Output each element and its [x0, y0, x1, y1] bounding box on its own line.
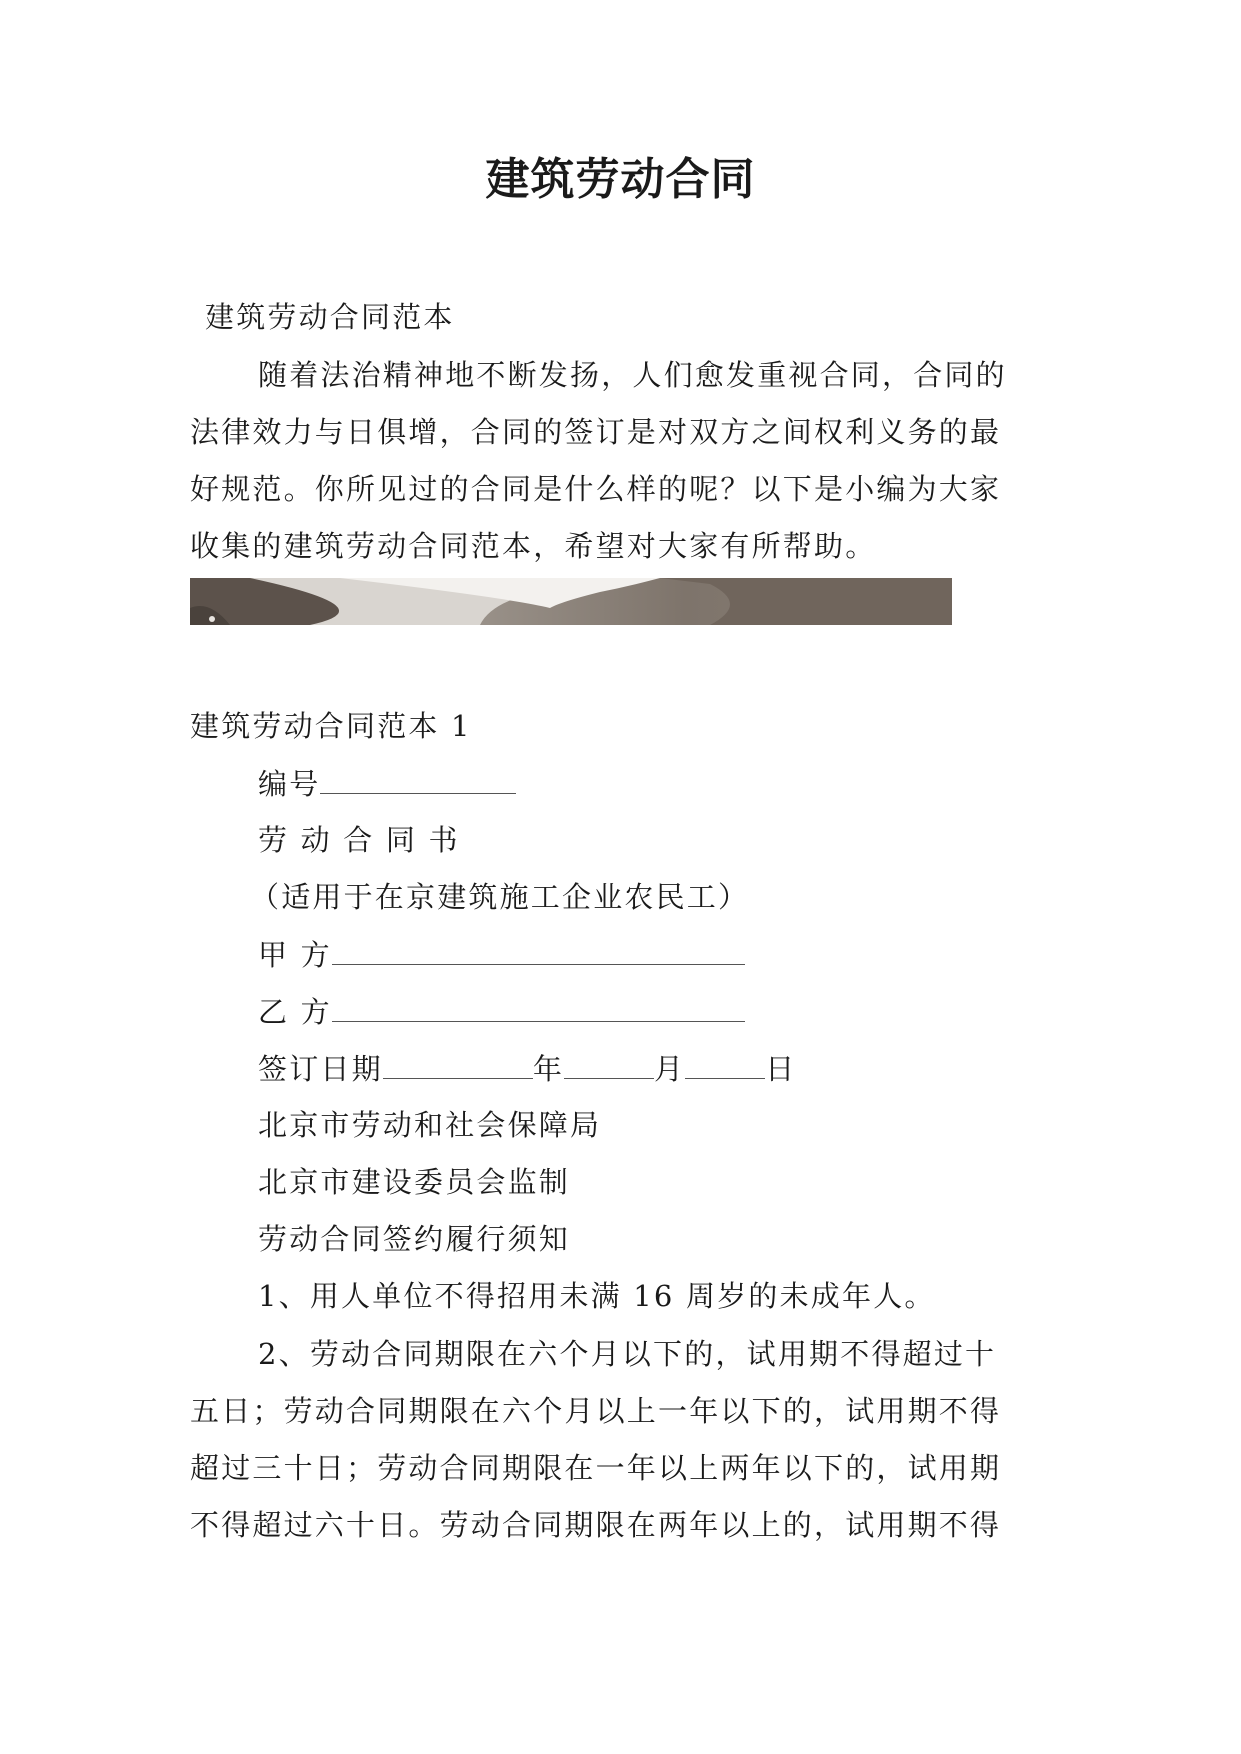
- sign-month-blank: [564, 1048, 654, 1079]
- sign-year-blank: [383, 1048, 533, 1079]
- party-a-blank: [332, 934, 745, 965]
- party-b-blank: [332, 991, 745, 1022]
- notice-title: 劳动合同签约履行须知: [258, 1222, 571, 1256]
- sign-day-label: 日: [765, 1052, 797, 1086]
- applicability-note: （适用于在京建筑施工企业农民工）: [250, 880, 750, 914]
- contract-number-blank: [320, 763, 516, 794]
- intro-line-3: 好规范。你所见过的合同是什么样的呢？以下是小编为大家: [190, 472, 1002, 506]
- sign-month-label: 月: [654, 1052, 686, 1086]
- intro-line-1: 随着法治精神地不断发扬，人们愈发重视合同，合同的: [258, 358, 1007, 392]
- contract-doc-title: 劳 动 合 同 书: [258, 823, 460, 857]
- sign-day-blank: [685, 1048, 765, 1079]
- contract-number-row: [258, 763, 516, 804]
- clause-2-line-4: 不得超过六十日。劳动合同期限在两年以上的，试用期不得: [190, 1508, 1002, 1542]
- sign-year-label: 年: [532, 1052, 565, 1086]
- intro-line-2: 法律效力与日俱增，合同的签订是对双方之间权利义务的最: [190, 415, 1002, 449]
- contract-photo-strip: [190, 578, 952, 625]
- clause-2-line-2: 五日；劳动合同期限在六个月以上一年以下的，试用期不得: [190, 1394, 1002, 1428]
- section-heading: 建筑劳动合同范本 1: [190, 709, 472, 743]
- party-a-row: [258, 934, 745, 975]
- party-b-row: [258, 991, 745, 1032]
- issuer-labor-bureau: 北京市劳动和社会保障局: [258, 1108, 602, 1142]
- clause-1: 1、用人单位不得招用未满 16 周岁的未成年人。: [258, 1279, 936, 1313]
- party-b-label: 乙 方: [258, 995, 332, 1029]
- intro-line-4: 收集的建筑劳动合同范本，希望对大家有所帮助。: [190, 529, 877, 563]
- clause-2-line-1: 2、劳动合同期限在六个月以下的，试用期不得超过十: [258, 1337, 997, 1371]
- sign-date-row: [258, 1048, 796, 1089]
- document-title: 建筑劳动合同: [485, 154, 756, 205]
- issuer-construction-committee: 北京市建设委员会监制: [258, 1165, 571, 1199]
- sign-date-label: 签订日期: [258, 1052, 383, 1086]
- party-a-label: 甲 方: [258, 938, 332, 972]
- subtitle: 建筑劳动合同范本: [205, 300, 455, 334]
- clause-2-line-3: 超过三十日；劳动合同期限在一年以上两年以下的，试用期: [190, 1451, 1002, 1485]
- contract-number-label: 编号: [258, 767, 321, 801]
